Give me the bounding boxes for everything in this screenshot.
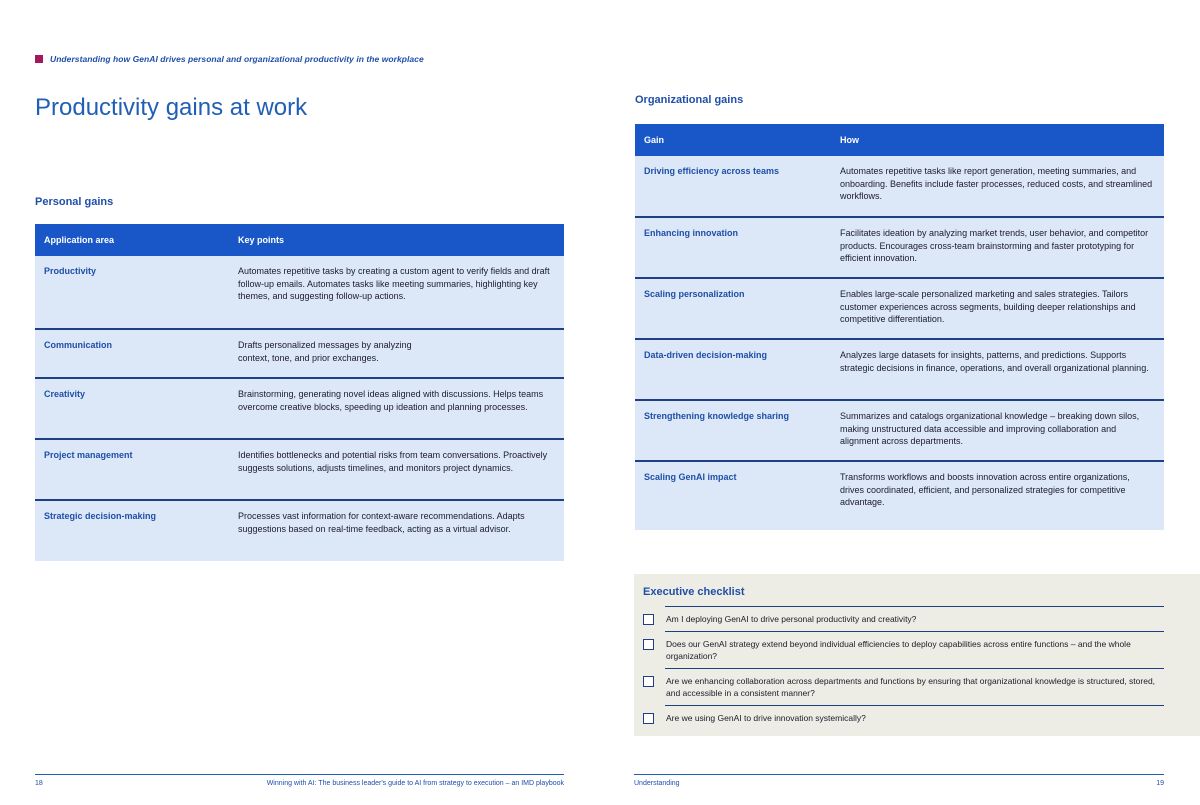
checkbox-icon[interactable] [643,676,654,687]
checklist-item [643,638,1156,662]
checklist-title: Executive checklist [643,586,745,598]
footer-divider [634,774,1164,775]
table-row [635,278,1164,339]
table-row [635,339,1164,400]
gain-how: Transforms workflows and boosts innovation across entire organizations, drives coordinated, efficient, and personalized strategies for competitive advantage. [831,461,1164,530]
personal-gains-heading: Personal gains [35,196,114,208]
checklist-item-text: Does our GenAI strategy extend beyond individual efficiencies to deploy capabilities across entire functions – and the whole organization? [666,639,1131,661]
personal-gains-table [35,224,564,561]
table-row [35,256,564,329]
executive-checklist [634,574,1200,736]
checkbox-icon[interactable] [643,639,654,650]
column-header: Gain [635,124,831,156]
gain-name: Enhancing innovation [635,217,831,278]
application-area: Productivity [35,256,229,329]
table-header-row [635,124,1164,156]
table-row [635,156,1164,217]
column-header: Key points [229,224,564,256]
table-row [35,329,564,378]
gain-name: Scaling personalization [635,278,831,339]
table-row [635,217,1164,278]
checklist-item [643,613,916,625]
checklist-item-text: Are we enhancing collaboration across departments and functions by ensuring that organizational knowledge is structured, stored, and accessible in a consistent manner? [666,676,1156,698]
key-points: Drafts personalized messages by analyzing context, tone, and prior exchanges. [229,329,564,378]
key-points: Identifies bottlenecks and potential risks from team conversations. Proactively suggests solutions, adjusts timelines, and monitors project dynamics. [229,439,564,500]
checkbox-icon[interactable] [643,713,654,724]
footer-publication-title: Winning with AI: The business leader's guide to AI from strategy to execution – an IMD playbook [266,780,564,787]
organizational-gains-table [635,124,1164,530]
gain-name: Data-driven decision-making [635,339,831,400]
application-area: Strategic decision-making [35,500,229,561]
table-row [635,461,1164,530]
checklist-divider [665,631,1164,632]
section-label [35,54,424,64]
page-title: Productivity gains at work [35,94,308,121]
gain-name: Scaling GenAI impact [635,461,831,530]
key-points: Automates repetitive tasks by creating a custom agent to verify fields and draft follow-up emails. Automates tasks like meeting summaries, highlighting key themes, and suggesting follow-up actions. [229,256,564,329]
key-points: Brainstorming, generating novel ideas aligned with discussions. Helps teams overcome creative blocks, speeding up ideation and planning processes. [229,378,564,439]
gain-how: Enables large-scale personalized marketing and sales strategies. Tailors customer experiences across segments, building deeper relationships and competitive differentiation. [831,278,1164,339]
gain-how: Analyzes large datasets for insights, patterns, and predictions. Supports strategic decisions in finance, operations, and overall organizational planning. [831,339,1164,400]
footer-divider [35,774,564,775]
right-page [600,0,1200,805]
footer-page-number: 19 [1156,780,1164,787]
table-row [635,400,1164,461]
table-row [35,439,564,500]
table-header-row [35,224,564,256]
gain-how: Summarizes and catalogs organizational knowledge – breaking down silos, making unstructured data accessible and improving collaboration and alignment across departments. [831,400,1164,461]
checklist-item [643,675,1156,699]
gain-name: Strengthening knowledge sharing [635,400,831,461]
section-marker-icon [35,55,43,63]
footer-page-number: 18 [35,780,43,787]
checklist-item-text: Are we using GenAI to drive innovation systemically? [666,713,866,723]
application-area: Project management [35,439,229,500]
application-area: Creativity [35,378,229,439]
checklist-item [643,712,866,724]
checklist-item-text: Am I deploying GenAI to drive personal productivity and creativity? [666,614,917,624]
key-points: Processes vast information for context-aware recommendations. Adapts suggestions based on real-time feedback, acting as a virtual advisor. [229,500,564,561]
table-row [35,500,564,561]
section-label-text: Understanding how GenAI drives personal and organizational productivity in the workplace [50,54,424,64]
organizational-gains-heading: Organizational gains [635,94,744,106]
column-header: How [831,124,1164,156]
checklist-divider [665,606,1164,607]
gain-how: Automates repetitive tasks like report generation, meeting summaries, and onboarding. Benefits include faster processes, reduced costs, and streamlined workflows. [831,156,1164,217]
gain-name: Driving efficiency across teams [635,156,831,217]
checkbox-icon[interactable] [643,614,654,625]
column-header: Application area [35,224,229,256]
gain-how: Facilitates ideation by analyzing market trends, user behavior, and competitor products. Encourages cross-team brainstorming and faster prototyping for efficient innovation. [831,217,1164,278]
application-area: Communication [35,329,229,378]
checklist-divider [665,668,1164,669]
footer-section-name: Understanding [634,780,680,787]
checklist-divider [665,705,1164,706]
table-row [35,378,564,439]
